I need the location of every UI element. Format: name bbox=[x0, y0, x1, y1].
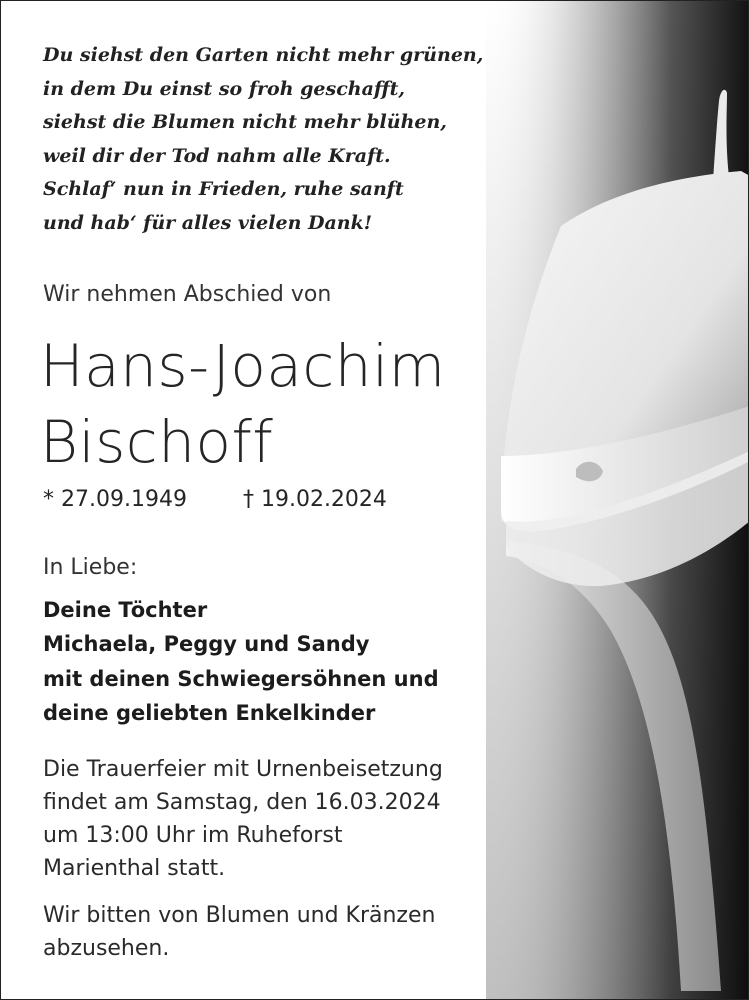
poem-line: siehst die Blumen nicht mehr blühen, bbox=[43, 111, 447, 133]
request-line: Wir bitten von Blumen und Kränzen bbox=[43, 903, 436, 928]
funeral-info bbox=[43, 753, 443, 885]
deceased-first-name: Hans-Joachim bbox=[40, 332, 446, 400]
funeral-line: findet am Samstag, den 16.03.2024 bbox=[43, 790, 441, 815]
poem-line: Schlaf‘ nun in Frieden, ruhe sanft bbox=[43, 178, 404, 200]
mourners-list bbox=[43, 593, 439, 730]
request-line: abzusehen. bbox=[43, 936, 170, 961]
mourner-line: deine geliebten Enkelkinder bbox=[43, 700, 376, 725]
life-dates bbox=[43, 487, 387, 512]
poem-line: weil dir der Tod nahm alle Kraft. bbox=[43, 144, 391, 167]
poem-line: Du siehst den Garten nicht mehr grünen, bbox=[43, 44, 484, 66]
deceased-last-name: Bischoff bbox=[40, 408, 274, 476]
funeral-line: Die Trauerfeier mit Urnenbeisetzung bbox=[43, 757, 443, 782]
love-label: In Liebe: bbox=[43, 555, 138, 580]
mourner-line: Michaela, Peggy und Sandy bbox=[43, 632, 370, 657]
funeral-line: Marienthal statt. bbox=[43, 856, 226, 881]
memorial-poem bbox=[43, 39, 483, 240]
flower-request bbox=[43, 899, 435, 965]
farewell-intro: Wir nehmen Abschied von bbox=[43, 282, 332, 307]
poem-line: in dem Du einst so froh geschafft, bbox=[43, 77, 405, 100]
mourner-line: Deine Töchter bbox=[43, 598, 208, 622]
funeral-line: um 13:00 Uhr im Ruheforst bbox=[43, 823, 343, 848]
mourner-line: mit deinen Schwiegersöhnen und bbox=[43, 666, 439, 691]
birth-date: * 27.09.1949 bbox=[43, 487, 187, 512]
poem-line: und hab‘ für alles vielen Dank! bbox=[43, 211, 373, 234]
death-date: † 19.02.2024 bbox=[242, 487, 387, 512]
